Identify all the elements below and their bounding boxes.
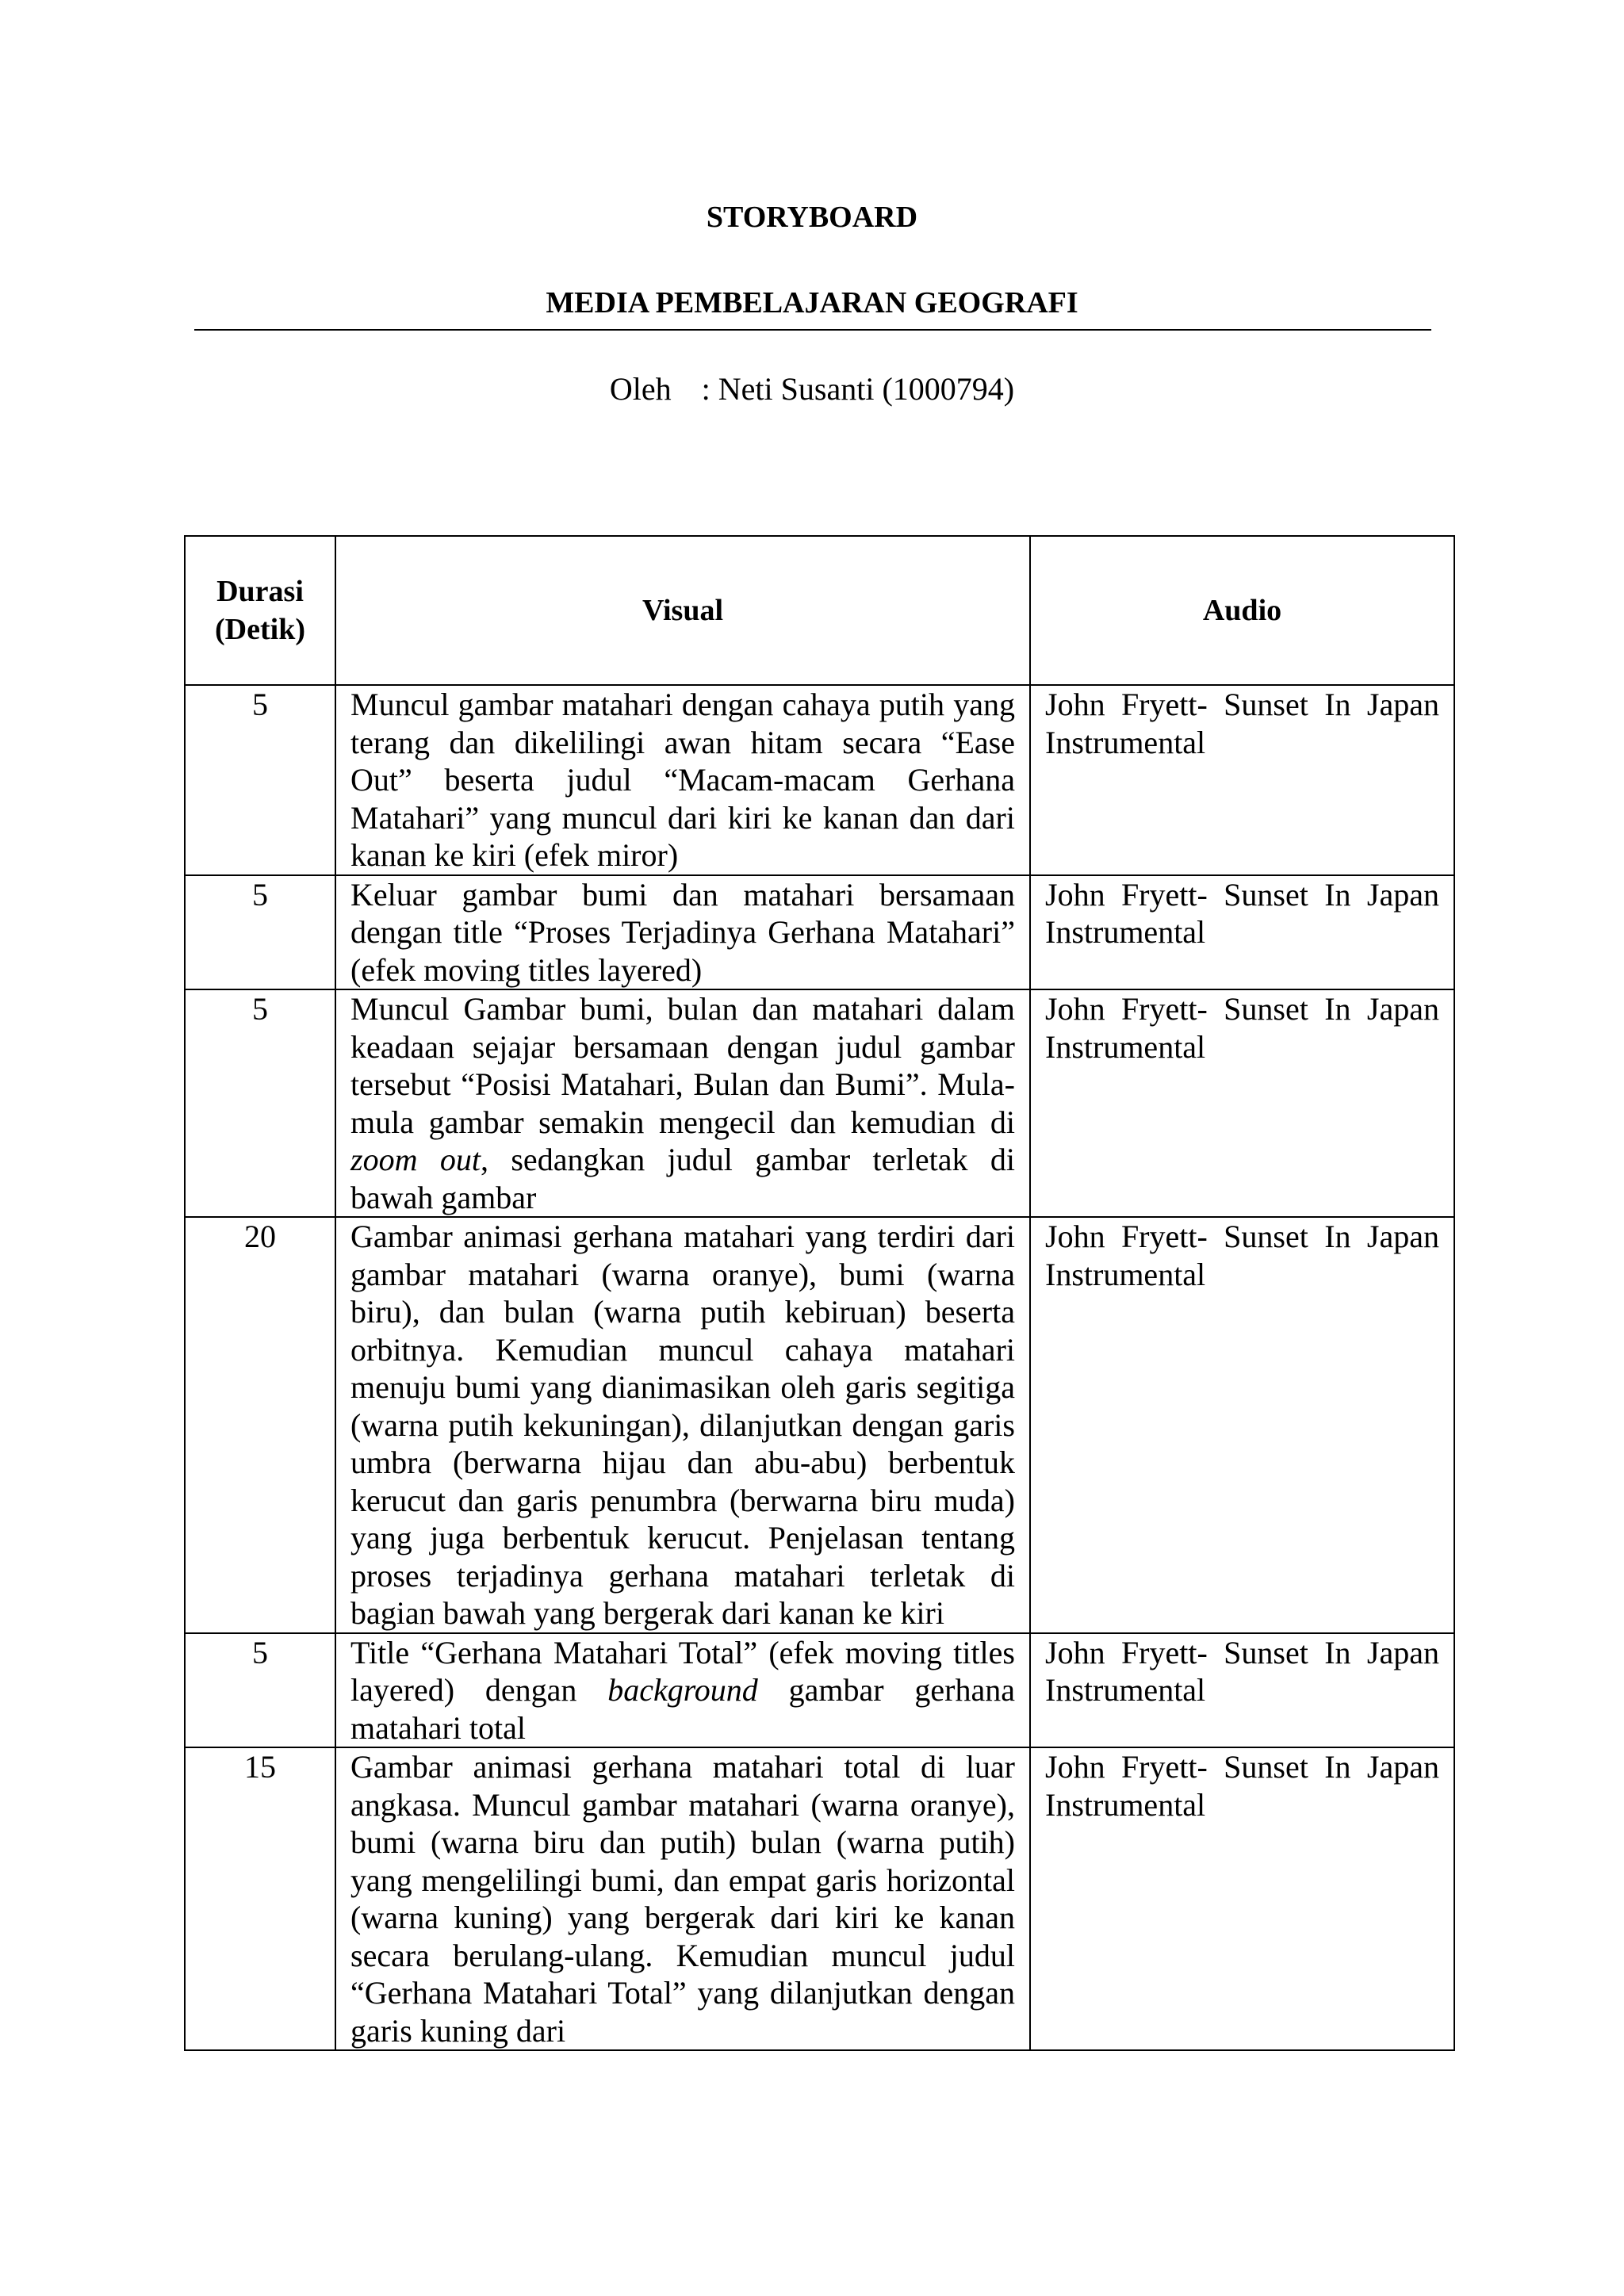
visual-text-part: , sedangkan judul gambar terletak di bawah gambar xyxy=(350,1142,1015,1215)
audio-cell: John Fryett- Sunset In Japan Instrumental xyxy=(1030,989,1454,1217)
document-subtitle: MEDIA PEMBELAJARAN GEOGRAFI xyxy=(546,286,1078,320)
author-line xyxy=(0,371,1624,408)
durasi-cell: 20 xyxy=(185,1217,335,1633)
visual-cell: Gambar animasi gerhana matahari total di luar angkasa. Muncul gambar matahari (warna oranye), bumi (warna biru dan putih) bulan (warna putih) yang mengelilingi bumi, dan empat garis horizontal (warna kuning) yang bergerak dari kiri ke kanan secara berulang-ulang. Kemudian muncul judul “Gerhana Matahari Total” yang dilanjutkan dengan garis kuning dari xyxy=(335,1747,1030,2050)
document-title: STORYBOARD xyxy=(706,201,918,234)
header-visual: Visual xyxy=(335,536,1030,685)
visual-cell xyxy=(335,989,1030,1217)
author-value: : Neti Susanti (1000794) xyxy=(701,371,1015,407)
visual-cell: Muncul gambar matahari dengan cahaya putih yang terang dan dikelilingi awan hitam secara “Ease Out” beserta judul “Macam-macam Gerhana Matahari” yang muncul dari kiri ke kanan dan dari kanan ke kiri (efek miror) xyxy=(335,685,1030,875)
header-durasi-line2: (Detik) xyxy=(215,613,305,646)
table-row xyxy=(185,1217,1454,1633)
durasi-cell: 5 xyxy=(185,685,335,875)
visual-cell: Gambar animasi gerhana matahari yang terdiri dari gambar matahari (warna oranye), bumi (warna biru), dan bulan (warna putih kebiruan) beserta orbitnya. Kemudian muncul cahaya matahari menuju bumi yang dianimasikan oleh garis segitiga (warna putih kekuningan), dilanjutkan dengan garis umbra (berwarna hijau dan abu-abu) berbentuk kerucut dan garis penumbra (berwarna biru muda) yang juga berbentuk kerucut. Penjelasan tentang proses terjadinya gerhana matahari terletak di bagian bawah yang bergerak dari kanan ke kiri xyxy=(335,1217,1030,1633)
header-audio: Audio xyxy=(1030,536,1454,685)
durasi-cell: 5 xyxy=(185,1633,335,1748)
audio-cell: John Fryett- Sunset In Japan Instrumental xyxy=(1030,875,1454,990)
table-row xyxy=(185,685,1454,875)
header-durasi-line1: Durasi xyxy=(216,575,304,608)
visual-text-part: gambar gerhana matahari total xyxy=(350,1672,1015,1746)
audio-cell: John Fryett- Sunset In Japan Instrumental xyxy=(1030,1747,1454,2050)
audio-cell: John Fryett- Sunset In Japan Instrumental xyxy=(1030,685,1454,875)
header-durasi xyxy=(185,536,335,685)
table-header-row xyxy=(185,536,1454,685)
audio-cell: John Fryett- Sunset In Japan Instrumental xyxy=(1030,1217,1454,1633)
table-row xyxy=(185,1633,1454,1748)
visual-text-part: Title “Gerhana Matahari Total” (efek moving titles layered) dengan xyxy=(350,1634,1015,1708)
table-row xyxy=(185,1747,1454,2050)
durasi-cell: 5 xyxy=(185,875,335,990)
visual-text-part: Muncul Gambar bumi, bulan dan matahari dalam keadaan sejajar bersamaan dengan judul gambar tersebut “Posisi Matahari, Bulan dan Bumi”. Mula-mula gambar semakin mengecil dan kemudian di xyxy=(350,991,1015,1140)
table-row xyxy=(185,875,1454,990)
storyboard-table xyxy=(184,535,1455,2051)
durasi-cell: 5 xyxy=(185,989,335,1217)
audio-cell: John Fryett- Sunset In Japan Instrumental xyxy=(1030,1633,1454,1748)
author-label: Oleh xyxy=(609,371,672,407)
table-row xyxy=(185,989,1454,1217)
visual-text-emphasis: background xyxy=(607,1672,758,1708)
durasi-cell: 15 xyxy=(185,1747,335,2050)
visual-cell: Keluar gambar bumi dan matahari bersamaan dengan title “Proses Terjadinya Gerhana Matahari” (efek moving titles layered) xyxy=(335,875,1030,990)
visual-text-emphasis: zoom out xyxy=(350,1142,481,1177)
title-divider xyxy=(194,329,1431,331)
visual-cell xyxy=(335,1633,1030,1748)
